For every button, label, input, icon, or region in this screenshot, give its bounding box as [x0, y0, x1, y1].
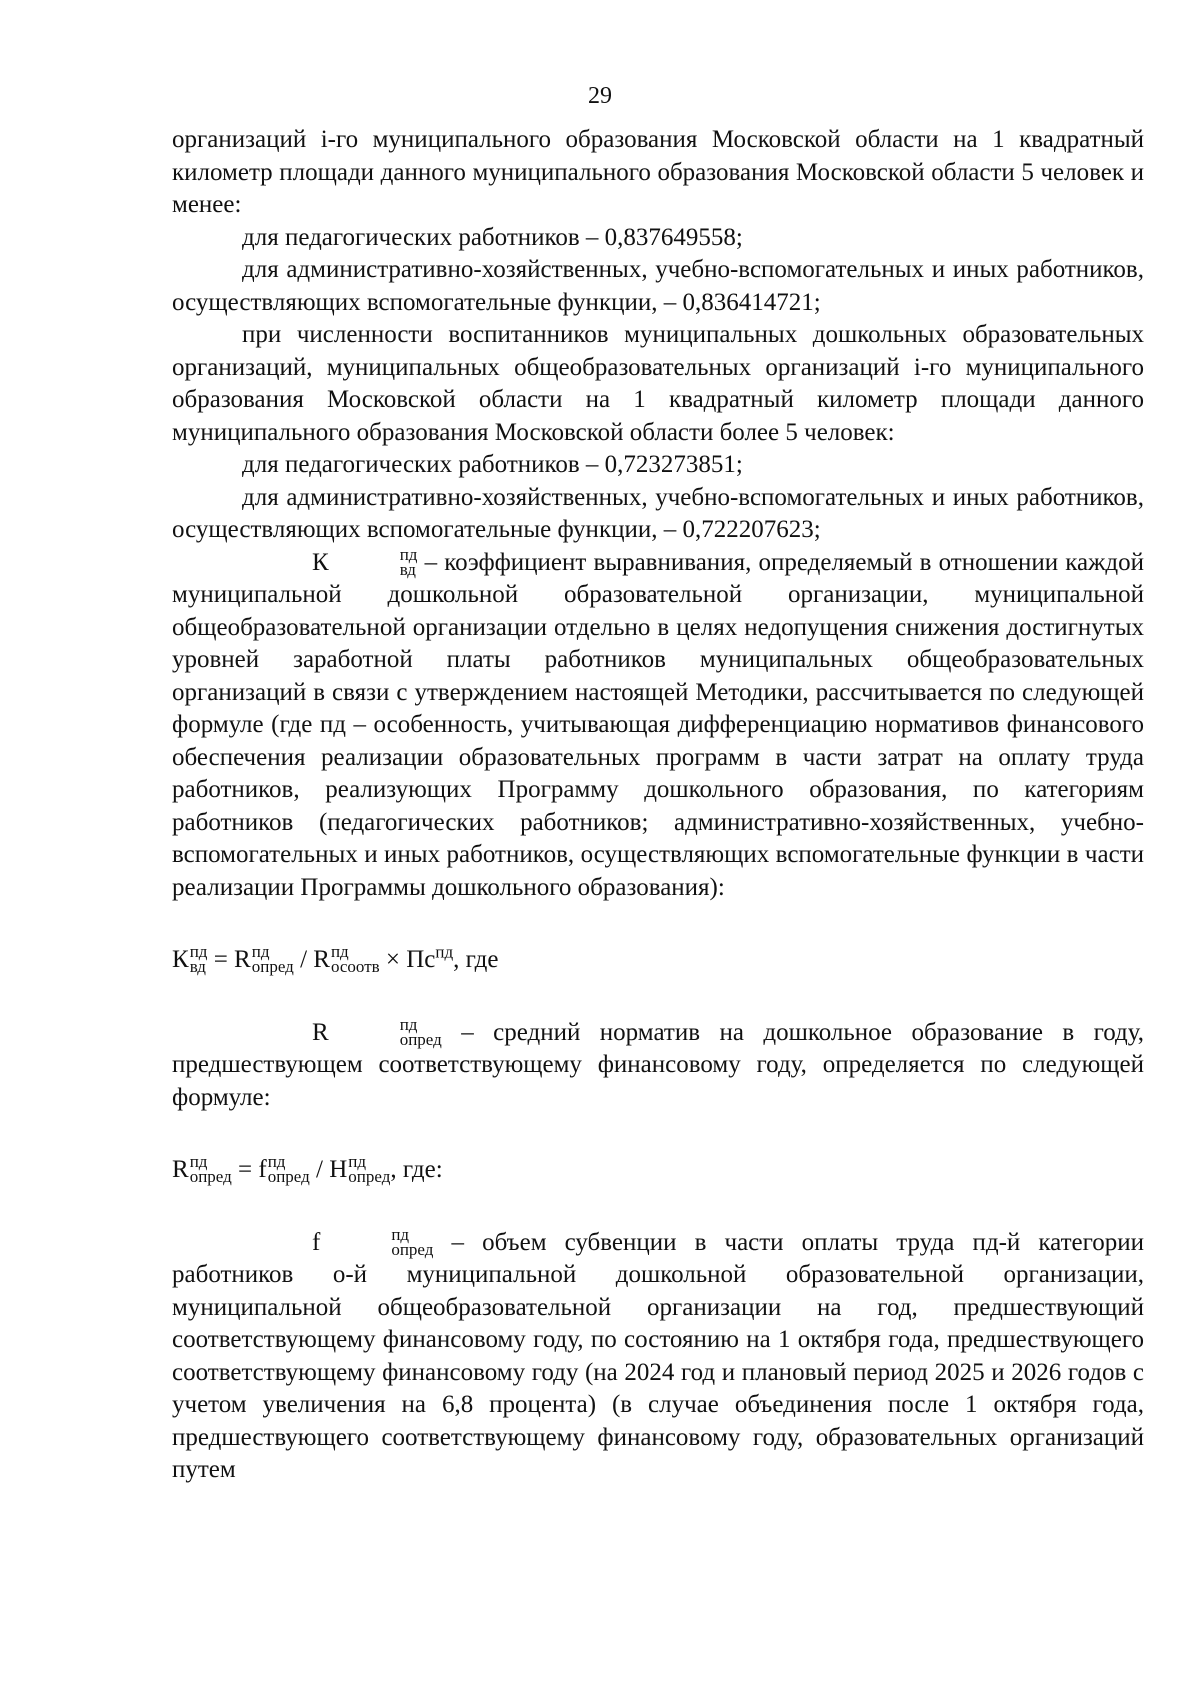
paragraph-admin-workers-2: для административно-хозяйственных, учебно-вспомогательных и иных работников, осуществляющих вспомогательные функции, – 0,722207623; [172, 483, 1144, 543]
formula-k-vd: К пд вд = R пд опред / R пд осоотв × $Пс^{пд}$, где [172, 942, 499, 977]
paragraph-f-opred-definition: f пд опред – объем субвенции в части оплаты труда пд-й категории работников о-й муниципальной дошкольной образовательной организации, муниципальной общеобразовательной организации на год, предшествующий соответствующему финансовому году, по состоянию на 1 октября года, предшествующего соответствующему финансовому году (на 2024 год и плановый период 2025 и 2026 годов с учетом увеличения на 6,8 процента) (в случае объединения после 1 октября года, предшествующего соответствующему финансовому году, образовательных организаций путем [172, 1224, 1144, 1483]
document-body [172, 124, 1144, 1487]
symbol-f-opred: f пд опред [312, 1224, 434, 1259]
paragraph-continuation: организаций i-го муниципального образования Московской области на 1 квадратный километр площади данного муниципального образования Московской области 5 человек и менее: [172, 126, 1144, 218]
symbol-r-opred: R пд опред [312, 1014, 442, 1049]
paragraph-ped-workers-1: для педагогических работников – 0,837649558; [242, 223, 743, 251]
formula-r-opred: R пд опред = f пд опред / Н пд опред , где: [172, 1152, 443, 1187]
paragraph-ped-workers-2: для педагогических работников – 0,723273851; [242, 451, 743, 478]
page-number: 29 [588, 83, 612, 109]
paragraph-admin-workers-1: для административно-хозяйственных, учебно-вспомогательных и иных работников, осуществляющих вспомогательные функции, – 0,836414721; [172, 256, 1144, 316]
symbol-k-vd: К пд вд [312, 544, 418, 579]
paragraph-density-condition: при численности воспитанников муниципальных дошкольных образовательных организаций, муниципальных общеобразовательных организаций i-го муниципального образования Московской области на 1 квадратный километр площади данного муниципального образования Московской области более 5 человек: [172, 321, 1144, 446]
paragraph-r-opred-definition: R пд опред – средний норматив на дошкольное образование в году, предшествующем соответствующему финансовому году, определяется по следующей формуле: [172, 1014, 1144, 1111]
paragraph-kvd-definition: К пд вд – коэффициент выравнивания, определяемый в отношении каждой муниципальной дошкольной образовательной организации, муниципальной общеобразовательной организации отдельно в целях недопущения снижения достигнутых уровней заработной платы работников муниципальных общеобразовательных организаций в связи с утверждением настоящей Методики, рассчитывается по следующей формуле (где пд – особенность, учитывающая дифференциацию нормативов финансового обеспечения реализации образовательных программ в части затрат на оплату труда работников, реализующих Программу дошкольного образования, по категориям работников (педагогических работников; административно-хозяйственных, учебно-вспомогательных и иных работников, осуществляющих вспомогательные функции в части реализации Программы дошкольного образования): [172, 544, 1144, 901]
